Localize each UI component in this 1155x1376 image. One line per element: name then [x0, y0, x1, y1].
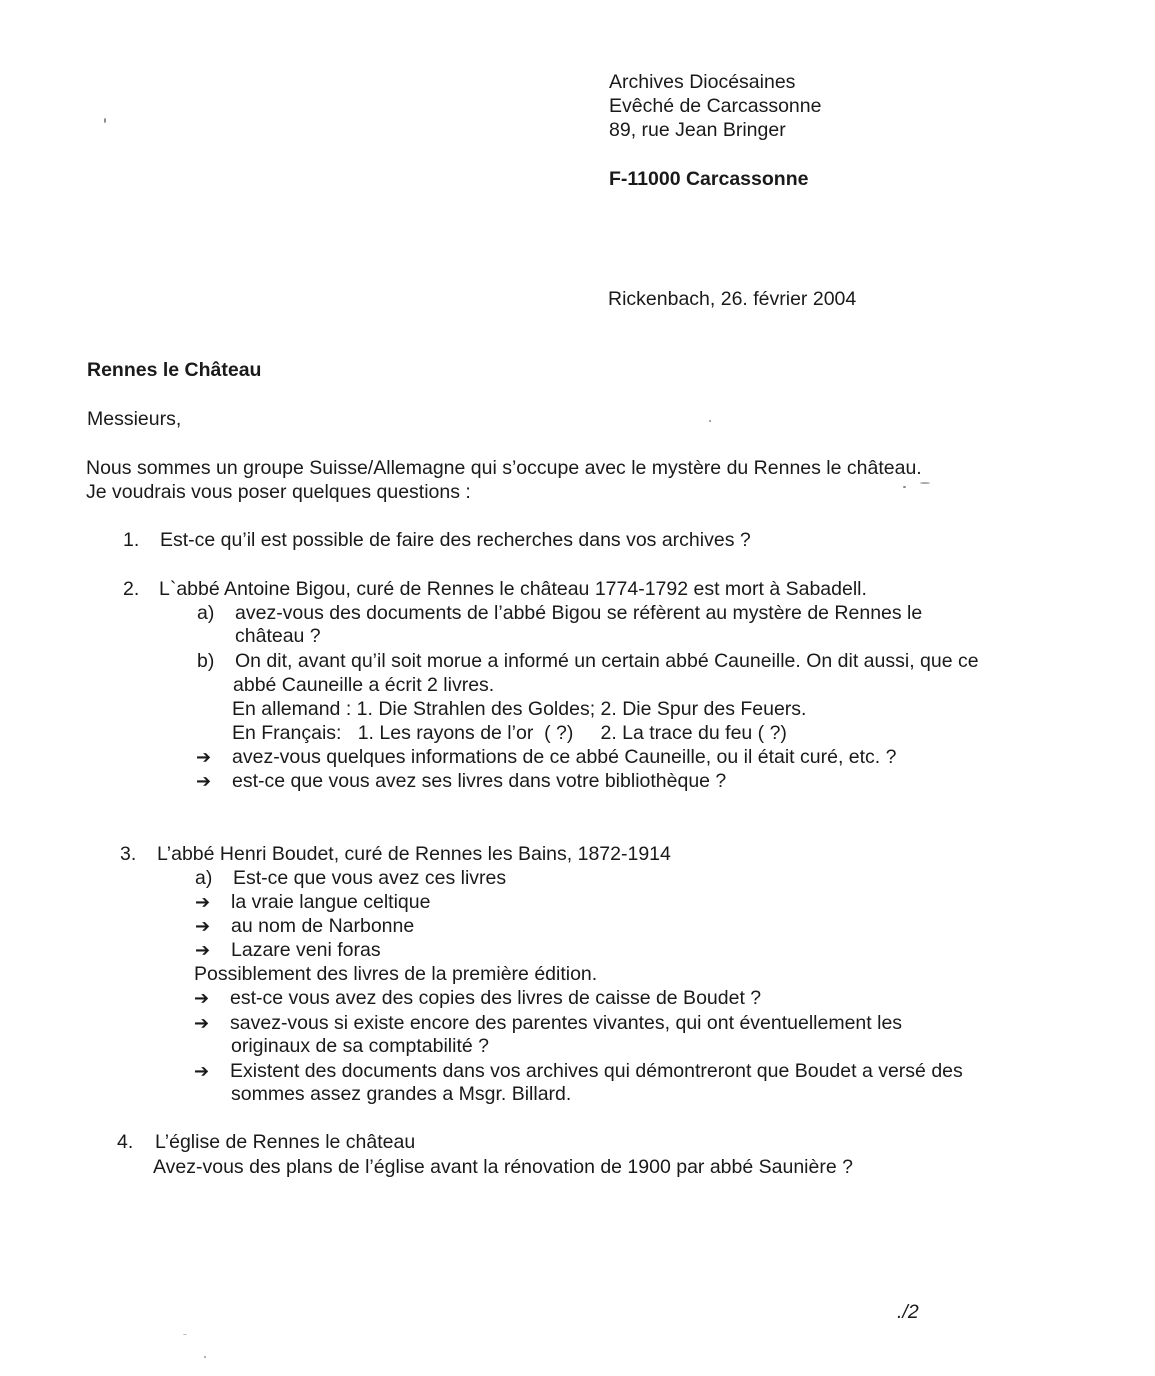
q3-arrow-item-1 [194, 986, 761, 1010]
q3-number: 3. [120, 843, 137, 865]
arrow-right-icon: ➔ [195, 940, 211, 960]
arrow-right-icon: ➔ [194, 1013, 210, 1033]
q2-b-line-1: On dit, avant qu’il soit morue a informé un certain abbé Cauneille. On dit aussi, que ce [235, 650, 979, 672]
q2-arrow-item-1 [196, 745, 896, 769]
q2-text: L`abbé Antoine Bigou, curé de Rennes le château 1774-1792 est mort à Sabadell. [159, 578, 867, 600]
arrow-right-icon: ➔ [195, 892, 211, 912]
q3-arrow-text-3: Existent des documents dans vos archives qui démontreront que Boudet a versé des [230, 1060, 963, 1082]
q3-arrow-item-3 [194, 1059, 963, 1083]
q2-b-label: b) [197, 650, 215, 672]
q2-arrow-item-2 [196, 769, 726, 793]
q2-a-line-1: avez-vous des documents de l’abbé Bigou se réfèrent au mystère de Rennes le [235, 602, 923, 624]
arrow-right-icon: ➔ [195, 916, 211, 936]
address-line-2: Evêché de Carcassonne [609, 95, 822, 117]
q2-number: 2. [123, 578, 140, 600]
q4-line-2: Avez-vous des plans de l’église avant la rénovation de 1900 par abbé Saunière ? [153, 1156, 853, 1178]
q2-b-line-3: En allemand : 1. Die Strahlen des Goldes; 2. Die Spur des Feuers. [232, 698, 807, 720]
q3-arrow-text-2: savez-vous si existe encore des parentes vivantes, qui ont éventuellement les [230, 1012, 903, 1034]
q2-b-line-2: abbé Cauneille a écrit 2 livres. [233, 674, 495, 696]
q3-book-1-title: la vraie langue celtique [231, 891, 431, 913]
q2-a-label: a) [197, 602, 215, 624]
intro-line-2: Je voudrais vous poser quelques questions : [86, 481, 471, 503]
subject-heading: Rennes le Château [87, 359, 262, 381]
q3-book-3-title: Lazare veni foras [231, 939, 381, 961]
q3-arrow-text-1: est-ce vous avez des copies des livres de caisse de Boudet ? [230, 987, 762, 1009]
scan-speck [204, 1356, 206, 1358]
scan-speck [920, 482, 930, 484]
q4-number: 4. [117, 1131, 134, 1153]
arrow-right-icon: ➔ [196, 747, 212, 767]
address-city: F-11000 Carcassonne [609, 168, 809, 190]
scan-speck [709, 420, 711, 422]
q2-b-line-4: En Français: 1. Les rayons de l’or ( ?) 2. La trace du feu ( ?) [232, 722, 787, 744]
q3-text: L’abbé Henri Boudet, curé de Rennes les Bains, 1872-1914 [157, 843, 671, 865]
q3-arrow-text-2-cont: originaux de sa comptabilité ? [231, 1035, 489, 1057]
page-marker: ./2 [897, 1301, 919, 1323]
q3-a-label: a) [195, 867, 213, 889]
arrow-right-icon: ➔ [194, 988, 210, 1008]
q1-number: 1. [123, 529, 140, 551]
scan-speck [903, 486, 906, 488]
q2-arrow-text-1: avez-vous quelques informations de ce abbé Cauneille, ou il était curé, etc. ? [232, 746, 897, 768]
q1-text: Est-ce qu’il est possible de faire des recherches dans vos archives ? [160, 529, 751, 551]
q4-line-1: L’église de Rennes le château [155, 1131, 416, 1153]
q3-book-2-title: au nom de Narbonne [231, 915, 415, 937]
q3-book-3 [195, 938, 381, 962]
q2-arrow-text-2: est-ce que vous avez ses livres dans votre bibliothèque ? [232, 770, 727, 792]
intro-line-1: Nous sommes un groupe Suisse/Allemagne qui s’occupe avec le mystère du Rennes le château. [86, 457, 922, 479]
scan-speck [104, 118, 106, 123]
address-line-1: Archives Diocésaines [609, 71, 796, 93]
q3-book-2 [195, 914, 414, 938]
q3-possibly: Possiblement des livres de la première édition. [194, 963, 598, 985]
date-line: Rickenbach, 26. février 2004 [608, 288, 857, 310]
q3-book-1 [195, 890, 430, 914]
arrow-right-icon: ➔ [196, 771, 212, 791]
q3-a-text: Est-ce que vous avez ces livres [233, 867, 507, 889]
salutation: Messieurs, [87, 408, 182, 430]
q3-arrow-text-3-cont: sommes assez grandes a Msgr. Billard. [231, 1083, 572, 1105]
q3-arrow-item-2 [194, 1011, 902, 1035]
q2-a-line-2: château ? [235, 625, 321, 647]
scan-speck [183, 1334, 187, 1335]
address-line-3: 89, rue Jean Bringer [609, 119, 786, 141]
arrow-right-icon: ➔ [194, 1061, 210, 1081]
